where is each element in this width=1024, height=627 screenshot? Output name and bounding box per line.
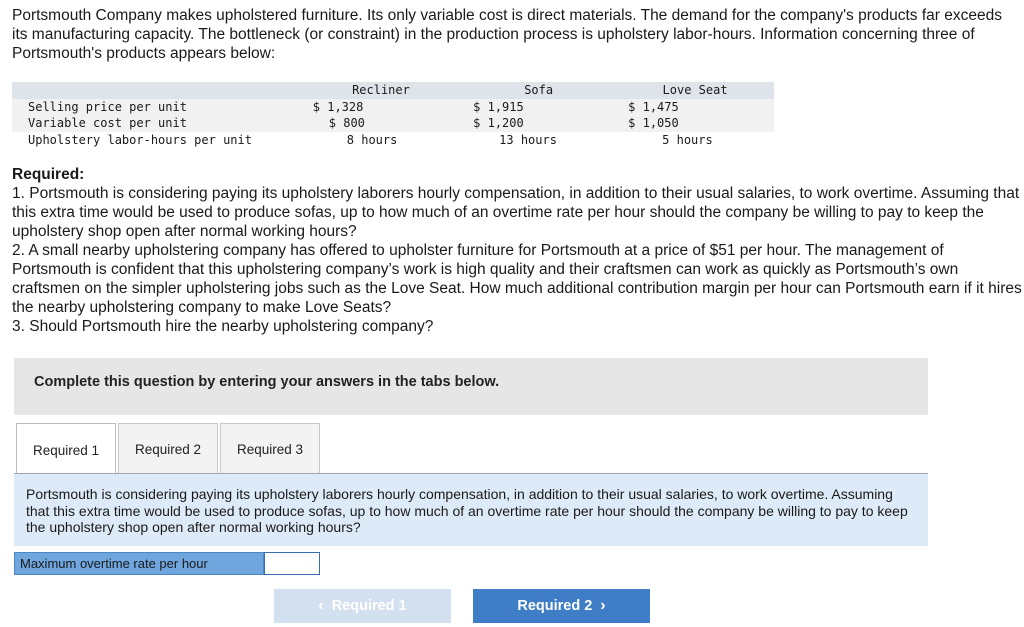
column-header-love-seat: Love Seat	[662, 83, 728, 97]
table-cell: $ 1,475	[616, 99, 774, 116]
next-button-label: Required 2	[517, 598, 593, 614]
required-item-1: 1. Portsmouth is considering paying its upholstery laborers hourly compensation, in addition to their usual salaries, to work overtime. Assuming that this extra time would be used to produce sofas, up to how much of an overtime rate per hour should the company be willing to pay to keep the upholstery shop open after normal working hours?	[12, 185, 1020, 240]
previous-button-label: Required 1	[331, 598, 407, 614]
required-item-2: 2. A small nearby upholstering company has offered to upholster furniture for Portsmouth at a price of $51 per hour. The management of Portsmouth is confident that this upholstering company’s work is high quality and their craftsmen can work as quickly as Portsmouth’s own craftsmen on the simpler upholstering jobs such as the Love Seat. How much additional contribution margin per hour can Portsmouth earn if it hires the nearby upholstering company to make Love Seats?	[12, 242, 1022, 316]
answer-label: Maximum overtime rate per hour	[14, 552, 264, 575]
table-cell: 5 hours	[616, 132, 774, 149]
table-row	[12, 132, 774, 149]
next-button[interactable]	[473, 589, 650, 623]
column-header-recliner: Recliner	[352, 83, 410, 97]
tab-required-3[interactable]: Required 3	[220, 423, 320, 474]
product-data-table	[12, 82, 774, 148]
previous-button[interactable]	[274, 589, 451, 623]
table-row	[12, 99, 774, 116]
row-label: Selling price per unit	[12, 99, 301, 116]
tab-required-2[interactable]: Required 2	[118, 423, 218, 474]
question-panel	[14, 474, 928, 546]
problem-intro: Portsmouth Company makes upholstered furniture. Its only variable cost is direct materials. The demand for the company's products far exceeds its manufacturing capacity. The bottleneck (or constraint) in the production process is upholstery labor-hours. Information concerning three of Portsmouth's products appears below:	[12, 7, 1002, 62]
row-label: Upholstery labor-hours per unit	[12, 132, 301, 149]
required-heading: Required:	[12, 166, 85, 183]
table-cell: $ 800	[301, 115, 461, 132]
table-cell: $ 1,200	[461, 115, 616, 132]
table-cell: 8 hours	[301, 132, 461, 149]
instructions-banner	[14, 358, 928, 415]
table-header-row	[12, 82, 774, 99]
tab-required-1[interactable]: Required 1	[16, 423, 116, 476]
instructions-text: Complete this question by entering your answers in the tabs below.	[34, 374, 500, 390]
table-cell: 13 hours	[461, 132, 616, 149]
chevron-left-icon: ‹	[318, 597, 324, 614]
required-item-3: 3. Should Portsmouth hire the nearby upholstering company?	[12, 318, 434, 335]
table-cell: $ 1,050	[616, 115, 774, 132]
table-row	[12, 115, 774, 132]
row-label: Variable cost per unit	[12, 115, 301, 132]
column-header-sofa: Sofa	[524, 83, 554, 97]
question-text: Portsmouth is considering paying its upholstery laborers hourly compensation, in addition to their usual salaries, to work overtime. Assuming that this extra time would be used to produce sofas, up to how much of an overtime rate per hour should the company be willing to pay to keep the upholstery shop open after normal working hours?	[26, 486, 908, 535]
table-cell: $ 1,328	[301, 99, 461, 116]
required-section	[12, 165, 1022, 336]
table-cell: $ 1,915	[461, 99, 616, 116]
chevron-right-icon: ›	[600, 597, 606, 614]
overtime-rate-input[interactable]	[264, 552, 320, 575]
